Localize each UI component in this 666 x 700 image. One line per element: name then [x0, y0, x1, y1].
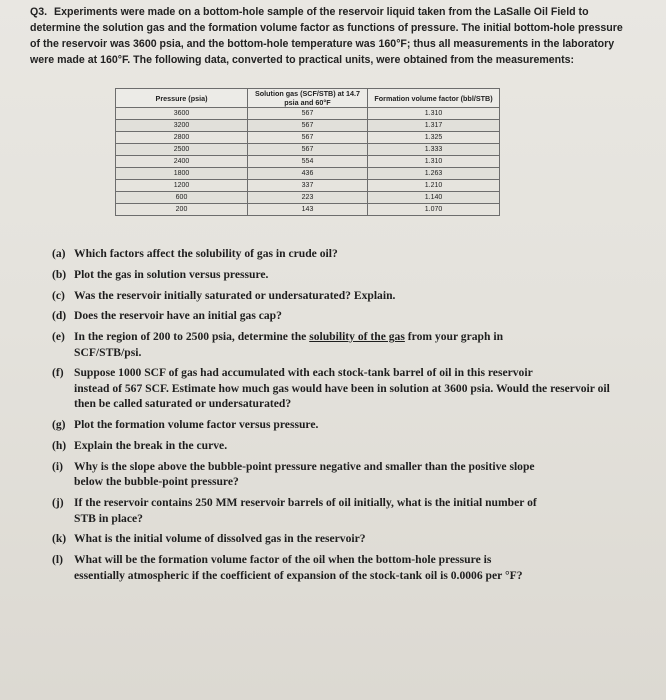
- header-pressure: Pressure (psia): [116, 89, 248, 108]
- question-label: (c): [52, 288, 65, 302]
- underlined-phrase: solubility of the gas: [309, 330, 405, 344]
- question-text: Suppose 1000 SCF of gas had accumulated with each stock-tank barrel of oil in this reservoir: [74, 366, 533, 380]
- question-i: [52, 459, 612, 490]
- cell-pressure: 600: [116, 192, 248, 204]
- cell-solution-gas: 554: [248, 156, 368, 168]
- cell-solution-gas: 567: [248, 132, 368, 144]
- cell-solution-gas: 337: [248, 180, 368, 192]
- table-row: [116, 168, 500, 180]
- cell-pressure: 2400: [116, 156, 248, 168]
- cell-pressure: 2500: [116, 144, 248, 156]
- cell-fvf: 1.263: [368, 168, 500, 180]
- cell-solution-gas: 567: [248, 108, 368, 120]
- question-label: (k): [52, 532, 67, 546]
- question-label: (g): [52, 418, 66, 432]
- question-text: If the reservoir contains 250 MM reservoir barrels of oil initially, what is the initial number of: [74, 496, 537, 510]
- question-a: [52, 246, 612, 262]
- question-text: Why is the slope above the bubble-point pressure negative and smaller than the positive slope: [74, 459, 535, 473]
- question-continuation: below the bubble-point pressure?: [74, 475, 239, 489]
- question-continuation: STB in place?: [74, 511, 143, 525]
- cell-fvf: 1.210: [368, 180, 500, 192]
- question-d: [52, 308, 612, 324]
- problem-statement: [30, 4, 630, 68]
- cell-pressure: 1200: [116, 180, 248, 192]
- question-label: (l): [52, 553, 63, 567]
- question-text-tail: from your graph in: [407, 330, 504, 344]
- table-row: [116, 192, 500, 204]
- question-k: [52, 531, 612, 547]
- cell-fvf: 1.310: [368, 156, 500, 168]
- table-row: [116, 156, 500, 168]
- question-c: [52, 288, 612, 304]
- table-row: [116, 132, 500, 144]
- question-continuation: instead of 567 SCF. Estimate how much gas would have been in solution at 3600 psia. Would the reservoir oil then be called saturated or undersaturated?: [74, 381, 610, 411]
- question-text: Was the reservoir initially saturated or undersaturated? Explain.: [74, 288, 396, 302]
- question-label: (a): [52, 247, 66, 260]
- cell-fvf: 1.310: [368, 108, 500, 120]
- question-text: Plot the formation volume factor versus pressure.: [74, 418, 319, 432]
- cell-fvf: 1.070: [368, 204, 500, 216]
- cell-pressure: 2800: [116, 132, 248, 144]
- question-b: [52, 267, 612, 283]
- question-label: (j): [52, 496, 64, 510]
- question-list: [52, 246, 612, 589]
- question-label: (d): [52, 309, 67, 323]
- cell-pressure: 200: [116, 204, 248, 216]
- question-text: Does the reservoir have an initial gas cap?: [74, 309, 282, 323]
- cell-pressure: 1800: [116, 168, 248, 180]
- table-row: [116, 120, 500, 132]
- question-continuation: SCF/STB/psi.: [74, 345, 142, 359]
- header-formation-volume-factor: Formation volume factor (bbl/STB): [368, 89, 500, 108]
- table-row: [116, 144, 500, 156]
- question-text: Which factors affect the solubility of gas in crude oil?: [74, 247, 338, 260]
- cell-fvf: 1.325: [368, 132, 500, 144]
- question-text: Plot the gas in solution versus pressure.: [74, 267, 269, 281]
- question-text: What will be the formation volume factor of the oil when the bottom-hole pressure is: [74, 553, 492, 567]
- cell-pressure: 3600: [116, 108, 248, 120]
- question-label: (b): [52, 267, 67, 281]
- cell-fvf: 1.140: [368, 192, 500, 204]
- table-row: [116, 108, 500, 120]
- cell-solution-gas: 436: [248, 168, 368, 180]
- cell-fvf: 1.333: [368, 144, 500, 156]
- cell-solution-gas: 567: [248, 120, 368, 132]
- question-e: [52, 329, 612, 360]
- question-label: (i): [52, 459, 63, 473]
- question-g: [52, 417, 612, 433]
- header-solution-gas: Solution gas (SCF/STB) at 14.7 psia and 60°F: [248, 89, 368, 108]
- problem-text: Experiments were made on a bottom-hole sample of the reservoir liquid taken from the LaSalle Oil Field to determine the solution gas and the formation volume factor as functions of pressure. The initial bottom-hole pressure of the reservoir was 3600 psia, and the bottom-hole temperature was 160°F; thus all measurements in the laboratory were made at 160°F. The following data, converted to practical units, were obtained from the measurements:: [30, 6, 623, 66]
- table-header-row: [116, 89, 500, 108]
- question-number: Q3.: [30, 6, 48, 18]
- question-label: (e): [52, 330, 65, 344]
- table-row: [116, 204, 500, 216]
- data-table: [115, 88, 500, 216]
- question-h: [52, 438, 612, 454]
- question-l: [52, 552, 612, 583]
- cell-solution-gas: 567: [248, 144, 368, 156]
- cell-solution-gas: 143: [248, 204, 368, 216]
- question-continuation: essentially atmospheric if the coefficient of expansion of the stock-tank oil is 0.0006 per °F?: [74, 568, 523, 582]
- cell-fvf: 1.317: [368, 120, 500, 132]
- question-label: (h): [52, 439, 67, 453]
- question-f: [52, 365, 612, 412]
- question-label: (f): [52, 366, 64, 380]
- table-row: [116, 180, 500, 192]
- question-j: [52, 495, 612, 526]
- question-text: Explain the break in the curve.: [74, 439, 228, 453]
- cell-solution-gas: 223: [248, 192, 368, 204]
- cell-pressure: 3200: [116, 120, 248, 132]
- question-text: What is the initial volume of dissolved gas in the reservoir?: [74, 532, 366, 546]
- question-text: In the region of 200 to 2500 psia, determine the: [74, 330, 307, 344]
